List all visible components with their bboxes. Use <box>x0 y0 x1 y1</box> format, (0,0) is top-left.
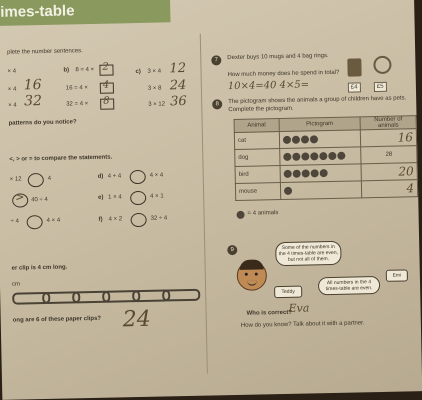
label-b: b) <box>63 67 70 74</box>
paperclip-icon <box>162 289 200 302</box>
pictogram-circle-icon <box>301 169 309 177</box>
sentence-c2: 3 × 8 <box>147 85 162 92</box>
q9-question: Who is correct? <box>246 309 293 317</box>
answer-b1: 2 <box>102 61 109 73</box>
pictogram-table <box>234 115 419 201</box>
pictogram-cell <box>279 130 361 149</box>
question-patterns: patterns do you notice? <box>8 119 77 127</box>
answer-c1: 12 <box>169 60 187 77</box>
compare-circle-e[interactable] <box>130 191 146 205</box>
label-f: f) <box>98 216 103 223</box>
compare-row2-right: 40 ÷ 4 <box>31 196 48 204</box>
animal-cell: cat <box>234 132 279 150</box>
animal-cell: mouse <box>235 183 280 201</box>
compare-circle-1[interactable] <box>28 173 44 187</box>
answer-a3: 32 <box>23 93 43 110</box>
sentence-b1: 8 = 4 × <box>75 66 95 74</box>
compare-e-right: 4 × 1 <box>150 193 164 200</box>
compare-d-left: 4 + 4 <box>107 173 122 180</box>
count-cell[interactable]: 20 <box>361 163 417 181</box>
question-length: ong are 6 of these paper clips? <box>12 315 102 324</box>
pictogram-circle-icon <box>310 169 318 177</box>
compare-mark-2: > <box>14 190 25 204</box>
q7-text1: Dexter buys 10 mugs and 4 bag rings. <box>227 53 329 62</box>
compare-row3-right: 4 × 4 <box>46 217 61 224</box>
answer-c3: 36 <box>170 93 187 110</box>
answer-b3: 8 <box>103 95 110 107</box>
q8-text1: The pictogram shows the animals a group of children have as pets. <box>228 95 407 106</box>
count-cell: 28 <box>361 146 417 164</box>
header-animal: Animal <box>234 119 279 133</box>
header-number: Number of animals <box>360 116 416 130</box>
sentence-a2: × 4 <box>7 86 17 93</box>
pictogram-circle-icon <box>283 153 291 161</box>
price-tag-2: £5 <box>374 82 387 92</box>
pictogram-circle-icon <box>301 152 309 160</box>
name-label-emi: Emi <box>386 269 408 281</box>
pictogram-circle-icon <box>337 152 345 160</box>
pictogram-circle-icon <box>283 136 291 144</box>
pictogram-circle-icon <box>319 169 327 177</box>
name-label-teddy: Teddy <box>274 286 302 299</box>
question-number-8: 8 <box>212 99 222 109</box>
table-row <box>235 180 417 201</box>
pictogram-circle-icon <box>301 135 309 143</box>
compare-d-right: 4 × 4 <box>149 172 164 179</box>
pictogram-circle-icon <box>319 152 327 160</box>
compare-circle-3[interactable] <box>27 215 43 229</box>
bag-ring-icon <box>373 56 391 74</box>
label-c: c) <box>135 68 141 76</box>
teddy-avatar <box>237 260 268 291</box>
pictogram-circle-icon <box>292 170 300 178</box>
pictogram-circle-icon <box>284 187 292 195</box>
q7-working: 10×4=40 4×5= <box>227 79 310 93</box>
count-cell[interactable]: 16 <box>360 129 416 147</box>
sentence-c1: 3 × 4 <box>147 68 162 75</box>
sentence-a3: × 4 <box>8 102 17 109</box>
compare-row1-left: × 12 <box>9 176 22 183</box>
compare-row1-right: 4 <box>47 175 52 182</box>
pictogram-circle-icon <box>310 135 318 143</box>
q7-text2: How much money does he spend in total? <box>227 69 340 79</box>
sentence-b3: 32 = 4 × <box>66 101 89 108</box>
sentence-a1: × 4 <box>7 68 17 75</box>
mug-icon <box>347 58 361 76</box>
compare-f-left: 4 × 2 <box>108 216 123 223</box>
label-e: e) <box>98 194 104 201</box>
pictogram-cell <box>280 164 362 183</box>
compare-row3-left: ÷ 4 <box>10 218 20 225</box>
compare-f-right: 32 ÷ 4 <box>150 215 168 222</box>
compare-circle-f[interactable] <box>130 213 146 227</box>
compare-circle-d[interactable] <box>130 170 146 184</box>
speech-bubble-2: All numbers in the 4 times-table are even. <box>318 276 380 295</box>
compare-e-left: 1 × 4 <box>108 194 122 201</box>
cm-label: cm <box>11 281 21 288</box>
page-title: imes-table <box>0 2 75 21</box>
pictogram-circle-icon <box>310 152 318 160</box>
pictogram-circle-icon <box>292 136 300 144</box>
key-circle-icon <box>236 211 244 219</box>
answer-length: 24 <box>122 306 151 333</box>
speech-bubble-1: Some of the numbers in the 4 times-table are even, but not all of them. <box>275 241 341 266</box>
q9-answer: Eva <box>288 301 310 315</box>
page-title-banner <box>0 0 171 26</box>
answer-a2: 16 <box>23 77 42 94</box>
pictogram-circle-icon <box>283 170 291 178</box>
pictogram-cell <box>280 181 362 200</box>
answer-b2: 4 <box>102 79 110 91</box>
sentence-b2: 16 = 4 × <box>65 85 88 92</box>
instruction-number-sentences: plete the number sentences. <box>7 48 83 56</box>
answer-c2: 24 <box>169 77 187 94</box>
q8-text2: Complete the pictogram. <box>228 105 294 114</box>
label-d: d) <box>97 173 104 180</box>
animal-cell: bird <box>235 166 280 184</box>
pictogram-cell <box>279 147 361 166</box>
q9-followup: How do you know? Talk about it with a partner. <box>240 320 365 329</box>
sentence-c3: 3 × 12 <box>148 101 166 108</box>
question-number-9: 9 <box>227 245 237 255</box>
key-text: = 4 animals <box>247 210 279 217</box>
column-divider <box>200 34 208 374</box>
animal-cell: dog <box>235 149 280 167</box>
pictogram-circle-icon <box>328 152 336 160</box>
question-number-7: 7 <box>211 55 221 65</box>
header-pictogram: Pictogram <box>279 117 361 132</box>
price-tag-1: £4 <box>348 82 361 92</box>
count-cell[interactable]: 4 <box>362 180 418 198</box>
paperclip-text: er clip is 4 cm long. <box>11 264 68 272</box>
pictogram-circle-icon <box>292 153 300 161</box>
instruction-compare: <, > or = to compare the statements. <box>9 154 113 163</box>
